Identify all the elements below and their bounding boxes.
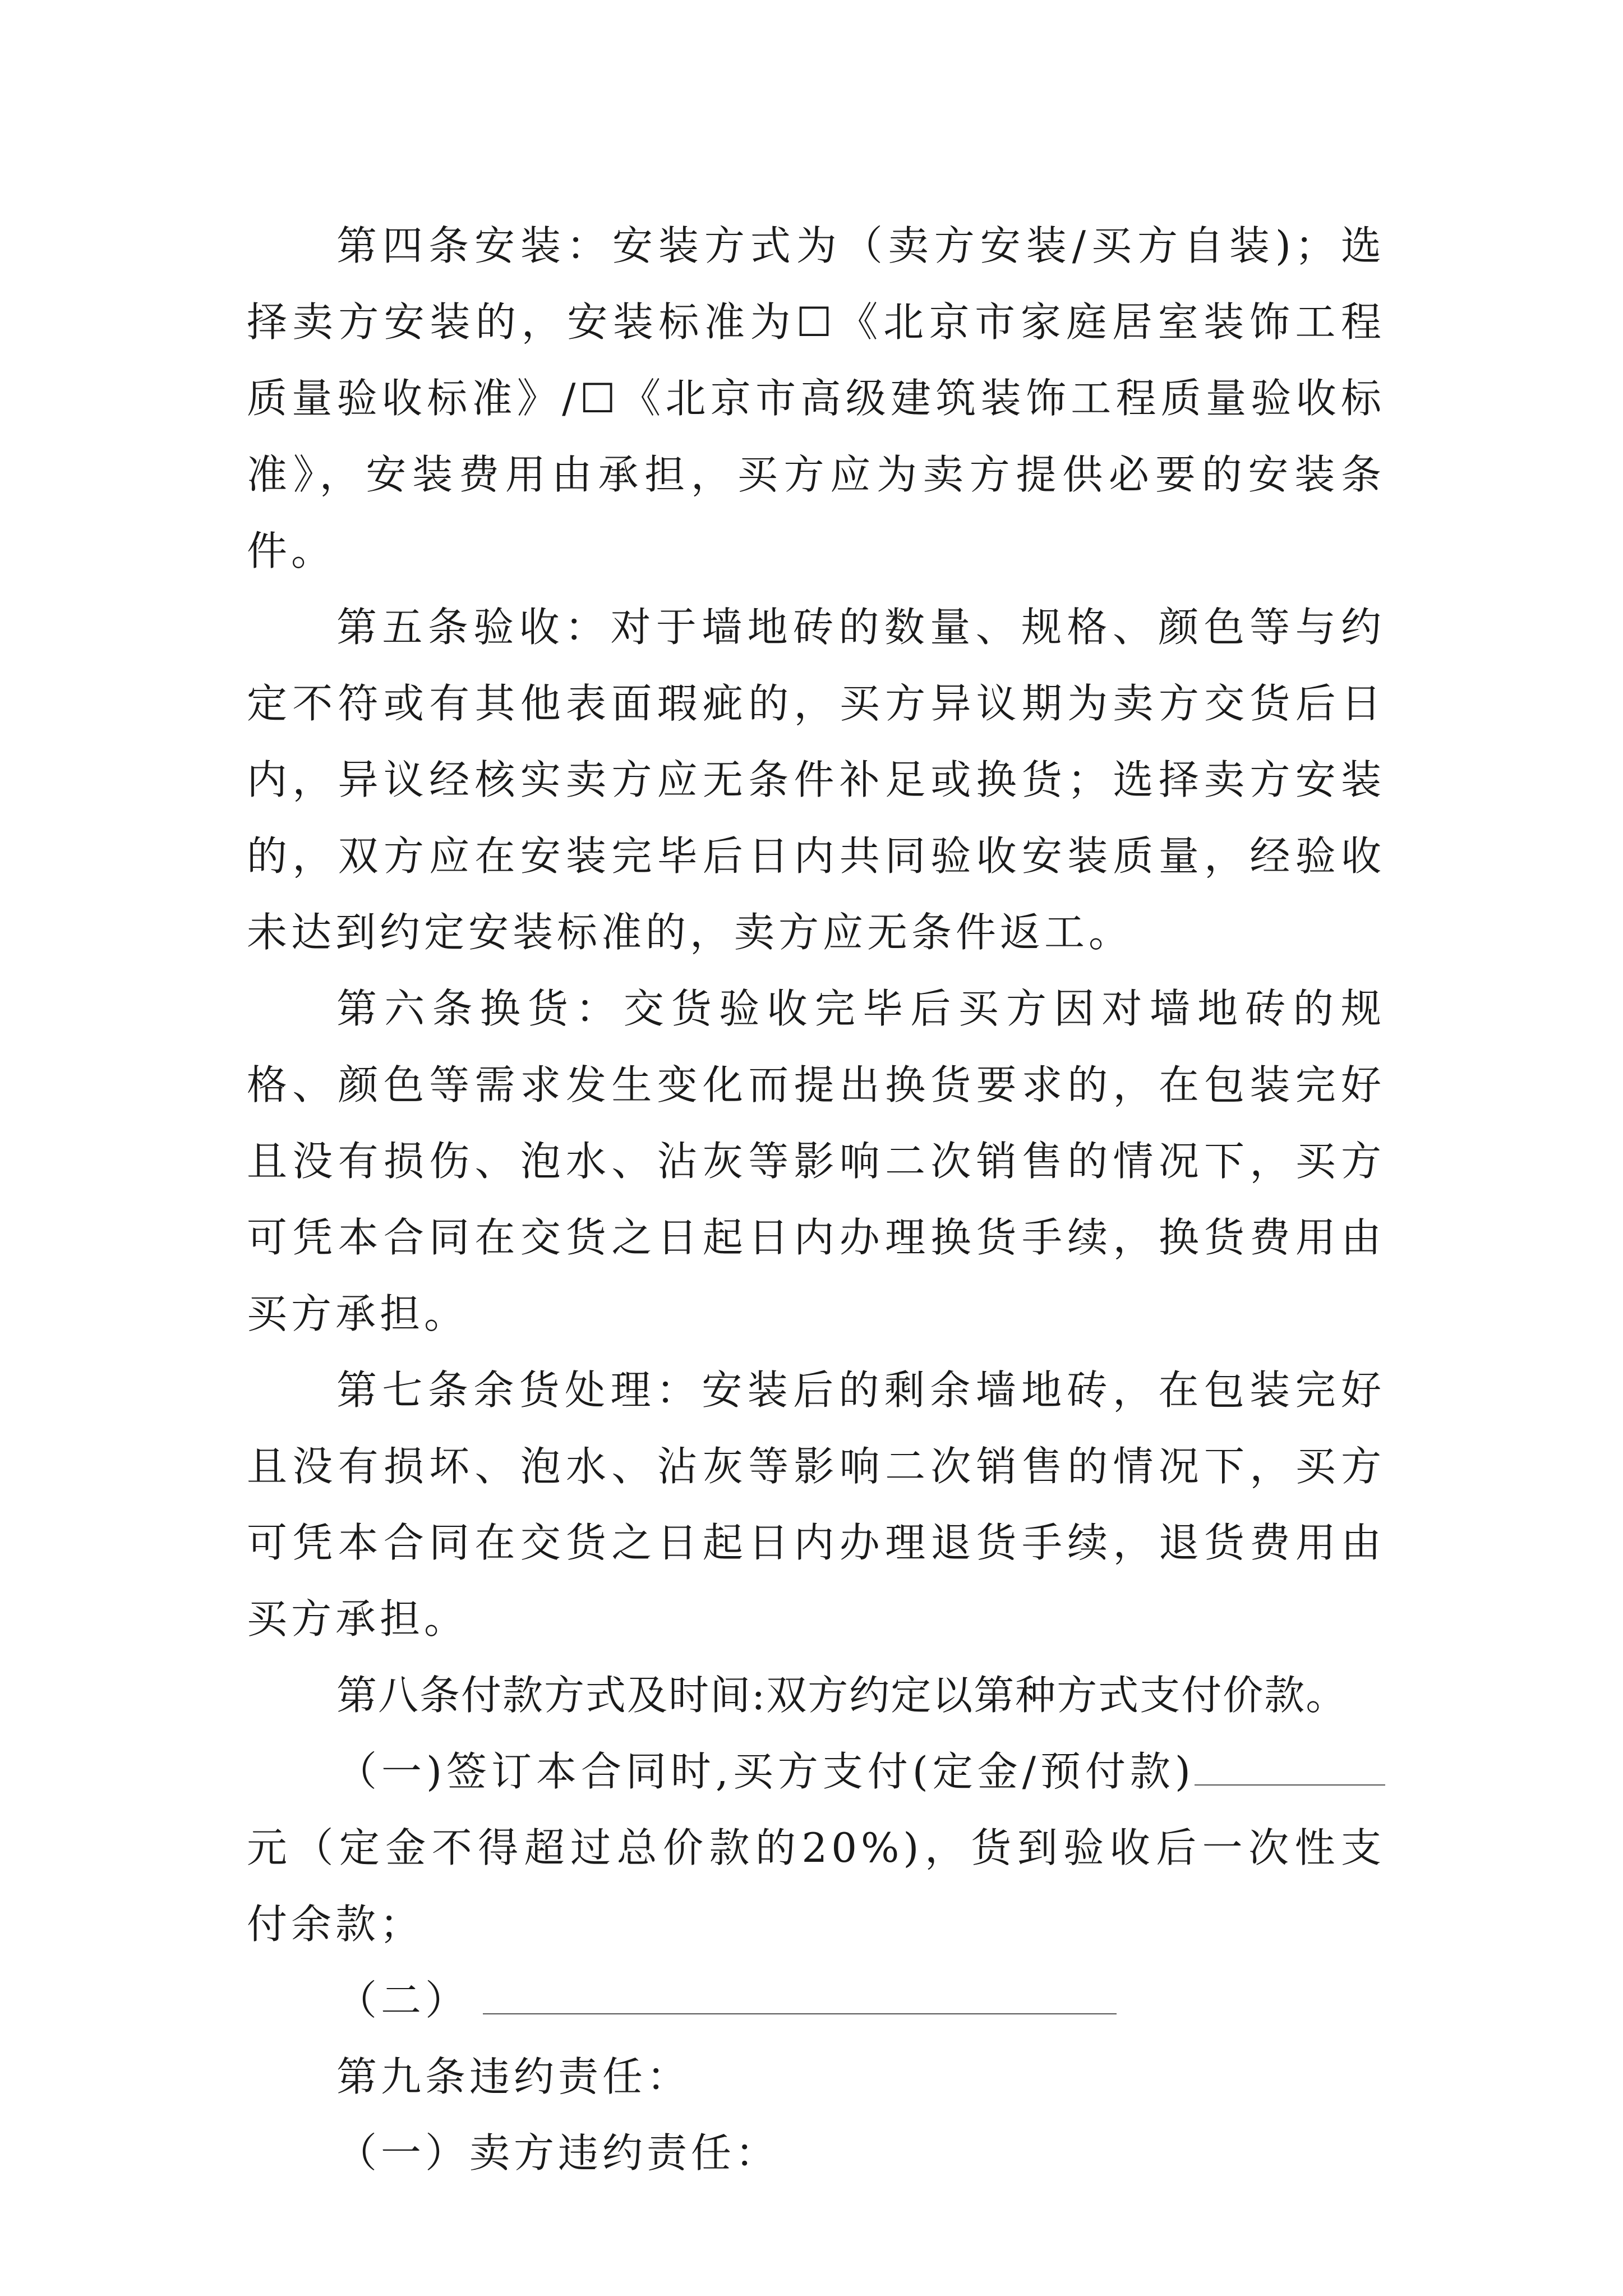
article-8-item-1-lead: （一)签订本合同时,买方支付(定金/预付款): [336, 1748, 1195, 1795]
article-6-exchange: 第六条换货：交货验收完毕后买方因对墙地砖的规格、颜色等需求发生变化而提出换货要求的，在包装完好且没有损伤、泡水、沾灰等影响二次销售的情况下，买方可凭本合同在交货之日起日内办理换货手续，换货费用由买方承担。: [247, 985, 1385, 1337]
article-5-acceptance: 第五条验收：对于墙地砖的数量、规格、颜色等与约定不符或有其他表面瑕疵的，买方异议期为卖方交货后日内，异议经核实卖方应无条件补足或换货；选择卖方安装的，双方应在安装完毕后日内共同验收安装质量，经验收未达到约定安装标准的，卖方应无条件返工。: [247, 604, 1385, 956]
article-8-item-2: [247, 1962, 1385, 2039]
article-4-installation: 第四条安装：安装方式为（卖方安装/买方自装)；选择卖方安装的，安装标准为☐《北京市家庭居室装饰工程质量验收标准》/☐《北京市高级建筑装饰工程质量验收标准》，安装费用由承担，买方应为卖方提供必要的安装条件。: [247, 222, 1385, 574]
article-7-surplus: 第七条余货处理：安装后的剩余墙地砖，在包装完好且没有损坏、泡水、沾灰等影响二次销售的情况下，买方可凭本合同在交货之日起日内办理退货手续，退货费用由买方承担。: [247, 1366, 1385, 1642]
article-8-item-1-tail: 元（定金不得超过总价款的20%)，货到验收后一次性支付余款；: [247, 1824, 1385, 1948]
article-8-payment: 第八条付款方式及时间:双方约定以第种方式支付价款。: [336, 1672, 1348, 1719]
deposit-amount-blank: [1195, 1752, 1385, 1786]
article-9-liability: 第九条违约责任：: [336, 2053, 691, 2100]
article-8-item-1: [247, 1733, 1385, 1962]
article-8-item-2-lead: （二）: [336, 1977, 470, 2024]
contract-body: [247, 208, 1385, 2191]
payment-method-2-blank: [483, 1981, 1117, 2014]
article-9-item-1: （一）卖方违约责任：: [336, 2129, 780, 2177]
